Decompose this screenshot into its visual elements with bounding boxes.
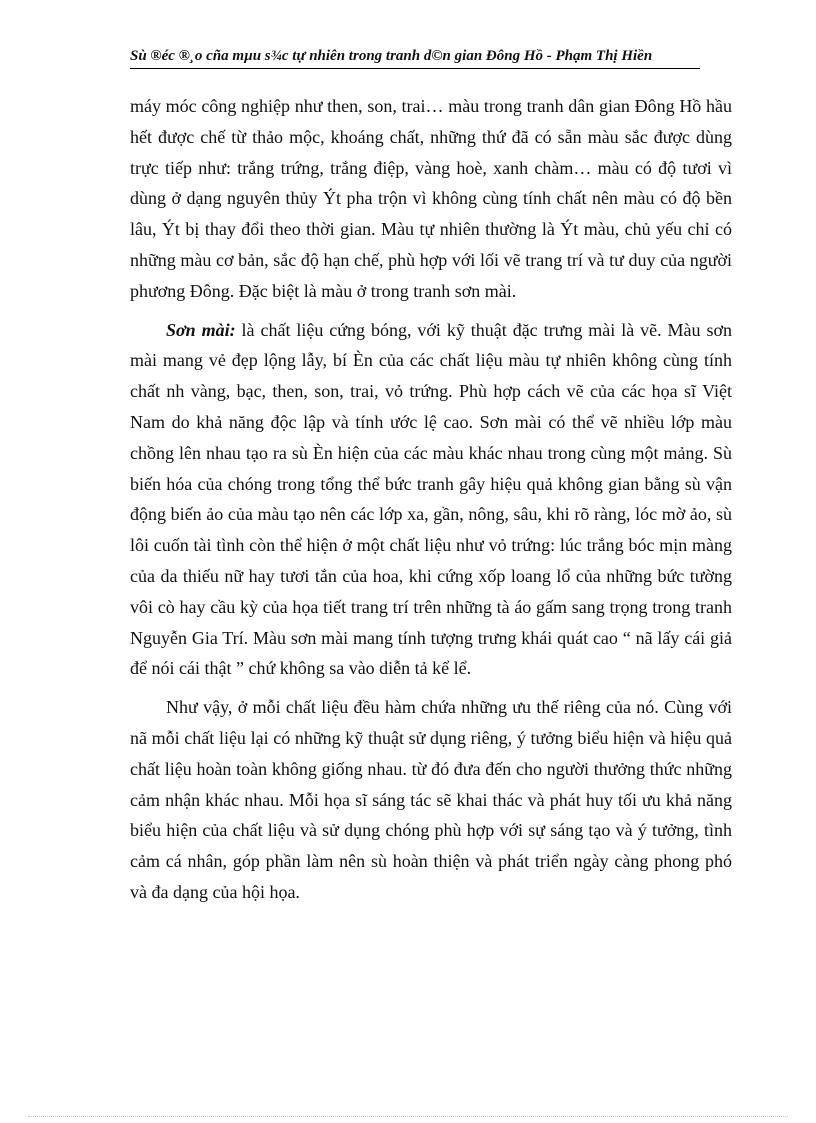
page-bottom-divider xyxy=(28,1116,788,1117)
paragraph-3: Như vậy, ở mỗi chất liệu đều hàm chứa những ưu thế riêng của nó. Cùng với nã mỗi chất liệu lại có những kỹ thuật sử dụng riêng, ý tưởng biểu hiện và hiệu quả chất liệu hoàn toàn không giống nhau. từ đó đưa đến cho người thưởng thức những cảm nhận khác nhau. Mỗi họa sĩ sáng tác sẽ khai thác và phát huy tối ưu khả năng biểu hiện của chất liệu và sử dụng chóng phù hợp với sự sáng tạo và ý tưởng, tình cảm cá nhân, góp phần làm nên sù hoàn thiện và phát triển ngày càng phong phó và đa dạng của hội họa. xyxy=(130,697,732,902)
paragraph-1: máy móc công nghiệp như then, son, trai… màu trong tranh dân gian Đông Hồ hầu hết được chế từ thảo mộc, khoáng chất, những thứ đã có sẵn màu sắc được dùng trực tiếp như: trắng trứng, trắng điệp, vàng hoè, xanh chàm… màu có độ tươi vì dùng ở dạng nguyên thủy Ýt pha trộn vì không cùng tính chất nên màu có độ bền lâu, Ýt bị thay đổi theo thời gian. Màu tự nhiên thường là Ýt màu, chủ yếu chỉ có những màu cơ bản, sắc độ hạn chế, phù hợp với lối vẽ trang trí và tư duy của người phương Đông. Đặc biệt là màu ở trong tranh sơn mài. xyxy=(130,96,732,301)
paragraph-2-body: là chất liệu cứng bóng, với kỹ thuật đặc trưng mài là vẽ. Màu sơn mài mang vẻ đẹp lộng lẫy, bí Èn của các chất liệu màu tự nhiên không cùng tính chất nh vàng, bạc, then, son, trai, vỏ trứng. Phù hợp cách vẽ của các họa sĩ Việt Nam do khả năng độc lập và tính ước lệ cao. Sơn mài có thể vẽ nhiều lớp màu chồng lên nhau tạo ra sù Èn hiện của các màu khác nhau trong cùng một mảng. Sù biến hóa của chóng trong tổng thể bức tranh gây hiệu quả không gian bằng sù vận động biến ảo của màu tạo nên các lớp xa, gần, nông, sâu, khi rõ ràng, lóc mờ ảo, sù lôi cuốn tài tình còn thể hiện ở một chất liệu như vỏ trứng: lúc trắng bóc mịn màng của da thiếu nữ hay tươi tắn của hoa, khi cứng xốp loang lổ của những bức tường vôi cò hay cầu kỳ của họa tiết trang trí trên những tà áo gấm sang trọng trong tranh Nguyễn Gia Trí. Màu sơn mài mang tính tượng trưng khái quát cao “ nã lấy cái giả để nói cái thật ” chứ không sa vào diễn tả kể lể. xyxy=(130,319,732,679)
running-header: Sù ®éc ®¸o cña mµu s¾c tự nhiên trong tranh d©n gian Đông Hồ - Phạm Thị Hiền xyxy=(130,47,700,69)
paragraph-2-lead: Sơn mài: xyxy=(166,319,236,340)
paragraph-2 xyxy=(130,315,732,685)
body-text xyxy=(130,91,732,916)
